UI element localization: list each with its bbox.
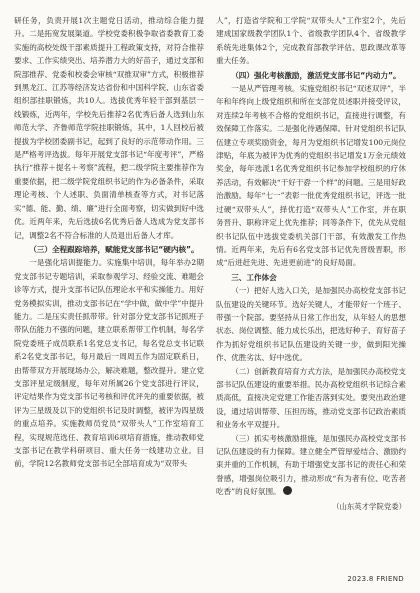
paragraph-dual-leader-studio: 人”，打造省学院和工学院“双带头人”工作室2个，先后建成国家级教学团队1个、省级教学团队4个、省级教学系统先进集体2个，完成教育部教学评估、思政课改革等重大任务。 bbox=[216, 16, 406, 66]
end-mark-icon bbox=[283, 486, 292, 495]
page-footer-issue: 2023.8 FRIEND bbox=[347, 575, 404, 583]
paragraph-strict-management: 一是从严管理考核。实施党组织书记“双述双评”，半年和年终向上级党组织和所在支部党员述职并接受评议，对连续2年考核不合格的党组织书记，直接进行调整，有效保障工作落实。二是强化待遇保障。针对党组织书记队伍建立专项奖励资金，每月为党组织书记增发100元岗位津贴，年底为被评为优秀的党组织书记增发1万余元绩效奖金，每年选派1名优秀党组织书记参加学校组织的疗休养活动，有效解决“干好干孬一个样”的问题。三是用好政治激励。每年“七一”表彰一批优秀党组织书记，评选一批过硬“双带头人”，择优打造“双带头人”工作室，并在职务晋升、职称评定上优先推荐；同等条件下，优先从党组织书记队伍中选拔党委机关部门干部，有效激发工作热情。近两年来，先后有6名党支部书记优先晋级晋职，形成“后进赶先进、先进更前进”的良好局面。 bbox=[216, 84, 406, 268]
section-heading-tracking-training: （三）全程跟踪培养，赋能党支部书记“硬内核”。 bbox=[29, 244, 199, 254]
article-page bbox=[14, 14, 406, 563]
paragraph-training-tasks: 研任务，负责开展1次主题党日活动，推动综合能力提升。二是拓宽发展渠道。学校党委积极争取省委教育工委实施的高校处级干部素质提升工程政策支持，对符合推荐要求、工作实绩突出、培养潜力大的好苗子，通过支部和院部推荐、党委和校委会审核“双推双审”方式，积极推荐到黑龙江、江苏等经济发达省份和中国科学院、山东省委组织部挂职锻炼，共10人。选拔优秀年轻干部到基层一线锻炼，近两年，学校先后推荐2名优秀后备人选到山东师范大学、齐鲁师范学院挂职锻炼，其中，1人回校后被提拔为学校团委副书记，起到了良好的示范带动作用。三是严格考评选拔。每年开展党支部书记“年度考评”，严格执行“推荐＋提名＋考察”流程，把二级学院主要推荐作为重要依据，把二级学院党组织书记的作为必备条件，采取理论考核、个人述职、负面清单核查等方式，对书记落实“德、能、勤、绩、廉”进行全面考察，切实做到好中选优。近两年来，先后选拔6名优秀后备人选成为党支部书记，调整2名不符合标准的人员退出后备人才库。 bbox=[14, 16, 204, 240]
paragraph-experience-3 bbox=[216, 432, 406, 499]
paragraph-training-ability: 一是强化培训提能力。实施集中培训，每年举办2期党支部书记专题培训，采取参观学习、经验交流、难题会诊等方式，提升支部书记队伍理论水平和实操能力。用好党务模拟实训，推动支部书记在“学中做，做中学”中提升能力。二是压实责任抓带带。针对部分党支部书记抓班子带队伍能力不强的问题，建立联系帮带工作机制，每名学院党委班子成员联系1名党总支书记，每名党总支书记联系2名党支部书记，每月最后一周周五作为固定联系日，由帮带双方开展现场办公，解决难题，整改提升。建立党支部评星定级制度，每年对所属26个党支部进行评议，评定结果作为党支部书记考核和评优评先的重要依据，被评为三星级及以下的党组织书记及时调整，被评为四星级的重点培养。实施教师员党员“双带头人”工作室培育工程，实现规范选任、教育培训6项培育措施，推动教师党支部书记在教学科研项目、重大任务一线建功立业。目前，学院12名教师党支部书记全部培育成为“双带头 bbox=[14, 258, 204, 469]
paragraph-experience-2: （二）创新教育培育方式方法，是加强民办高校党支部书记队伍建设的重要举措。民办高校党组织书记综合素质高低，直接决定党建工作能否落到实处。要突出政治建设，通过培训帮带、压担历练，推动党支部书记政治素质和业务水平双提升。 bbox=[216, 366, 406, 430]
section-heading-work-experience: 三、工作体会 bbox=[231, 272, 277, 282]
paragraph-experience-3-text: （三）抓实考核激励措施，是加强民办高校党支部书记队伍建设的有力保障。建立健全严管厚爱结合、激励约束并重的工作机制，有助于增强党支部书记的责任心和荣誉感，增强岗位吸引力，推动形成“有为者有位、吃苦者吃香”的良好氛围。 bbox=[216, 433, 406, 497]
paragraph-experience-1: （一）把好人选入口关，是加强民办高校党支部书记队伍建设的关键环节。选好关键人，才能带好一个班子、带强一个院部。要坚持从日常工作出发，从年轻人的思想状态、岗位调整、能力成长乐出，把选好种子、育好苗子作为抓好党组织书记队伍建设的关键一步，做到阳光操作、优胜劣汰、好中选优。 bbox=[216, 286, 406, 363]
section-heading-assessment-incentive: （四）强化考核激励，激活党支部书记“内动力”。 bbox=[231, 70, 401, 80]
left-column bbox=[14, 14, 204, 563]
article-source: （山东英才学院党委） bbox=[332, 501, 406, 511]
right-column bbox=[216, 14, 406, 563]
